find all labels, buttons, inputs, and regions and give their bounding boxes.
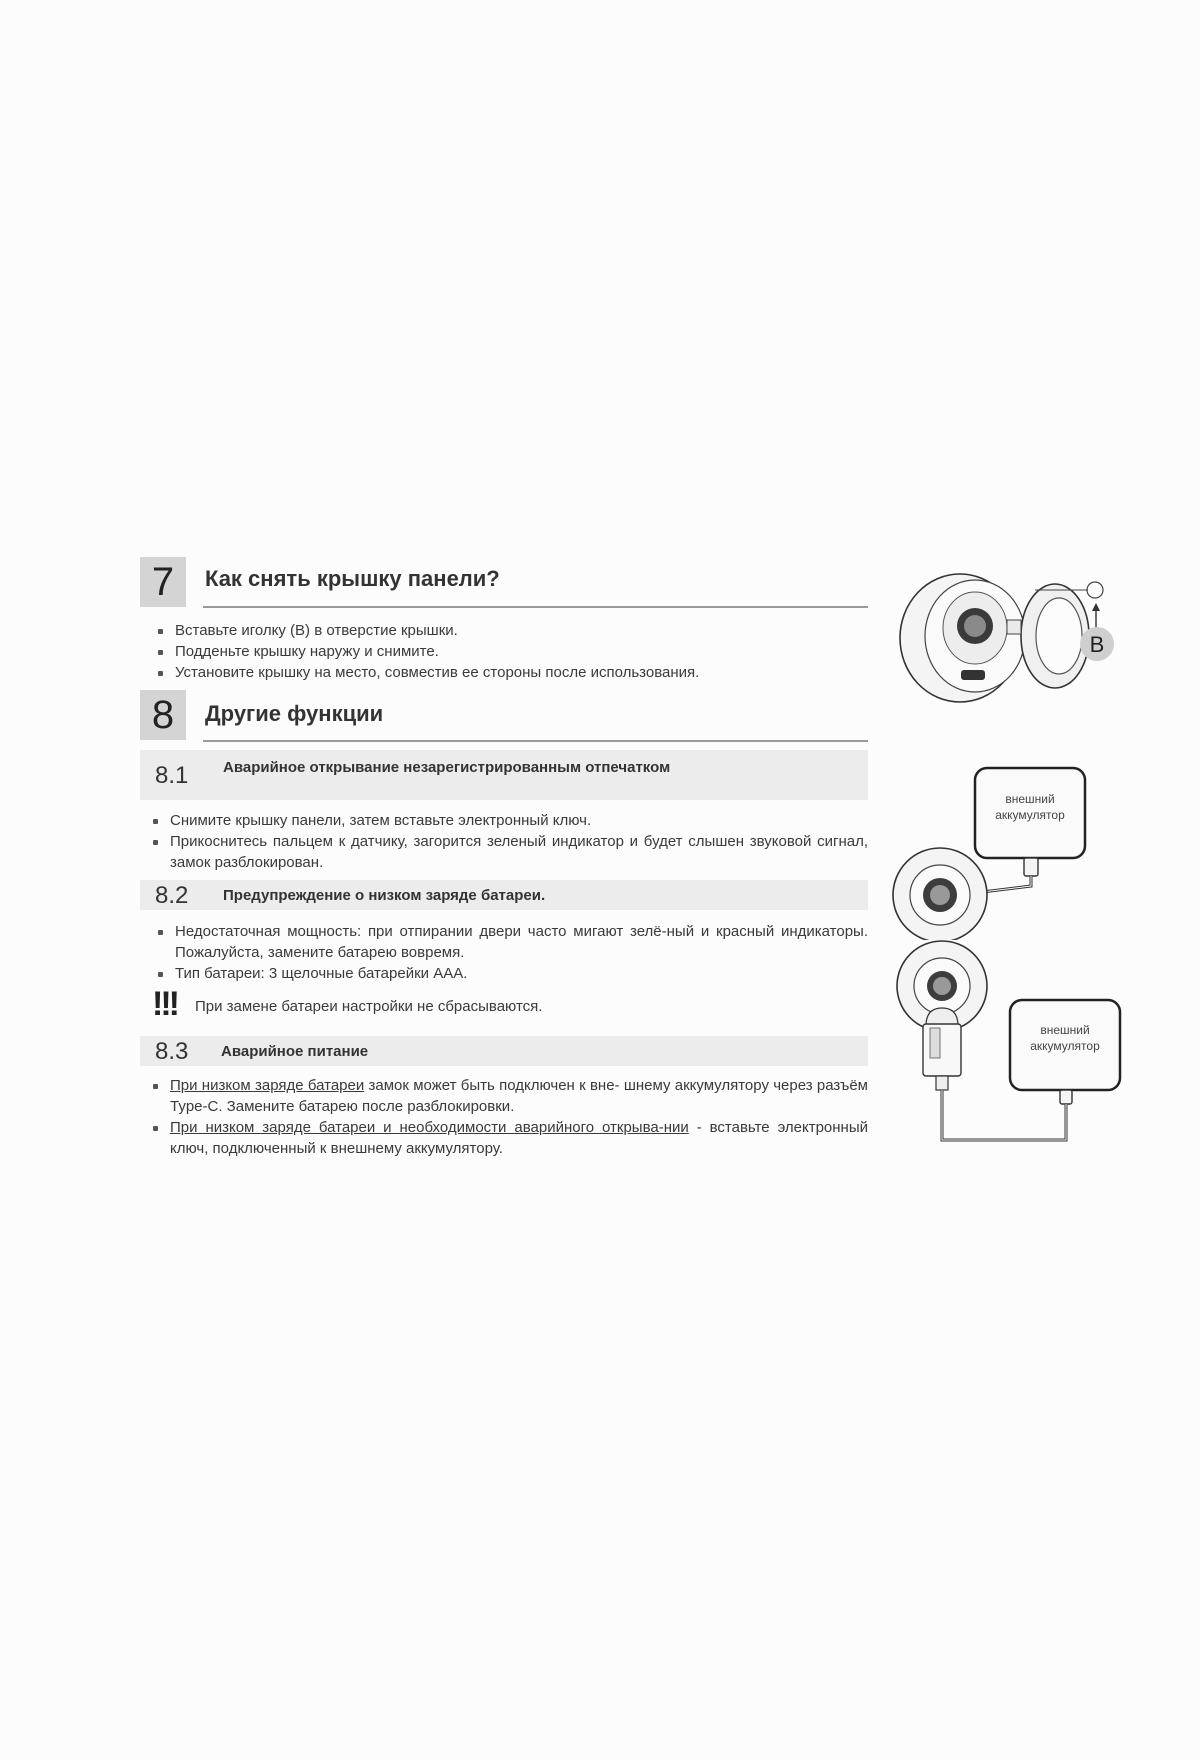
subsection-8-3-list [150, 1075, 868, 1159]
item-text: замок может быть подключен к вне- шнему аккумулятору через разъём Type-C. Замените батарею после разблокировки. [170, 1077, 868, 1115]
item-text: - вставьте электронный ключ, подключенный к внешнему аккумулятору. [170, 1119, 868, 1157]
subsection-8-3-title: Аварийное питание [221, 1043, 369, 1060]
list-item [150, 1117, 868, 1159]
underlined-text: При низком заряде батареи и необходимости аварийного открыва-нии [170, 1119, 689, 1136]
list-item: Тип батареи: 3 щелочные батарейки AAA. [155, 963, 868, 984]
subsection-8-1-number: 8.1 [155, 762, 189, 789]
power-bank-label-1: внешний [1005, 792, 1055, 806]
warning-mark: !!! [152, 985, 177, 1023]
subsection-8-1-list [150, 810, 868, 873]
list-item: Недостаточная мощность: при отпирании двери часто мигают зелё-ный и красный индикаторы. Пожалуйста, замените батарею вовремя. [155, 921, 868, 963]
figure-label-b: B [1089, 632, 1105, 657]
power-bank-figure-1 [890, 760, 1130, 940]
list-item: Прикоснитесь пальцем к датчику, загорится зеленый индикатор и будет слышен звуковой сигнал, замок разблокирован. [150, 831, 868, 873]
list-item: Снимите крышку панели, затем вставьте электронный ключ. [150, 810, 868, 831]
subsection-8-2-title: Предупреждение о низком заряде батареи. [223, 887, 546, 904]
power-bank-label-2: аккумулятор [1030, 1039, 1100, 1053]
section-7-number: 7 [140, 557, 186, 607]
list-item: Вставьте иголку (B) в отверстие крышки. [155, 620, 875, 641]
power-bank-figure-2 [890, 940, 1130, 1150]
underlined-text: При низком заряде батареи [170, 1077, 365, 1094]
section-8-rule [203, 740, 868, 742]
warning-text: При замене батареи настройки не сбрасываются. [195, 998, 543, 1015]
subsection-8-2-list [155, 921, 868, 984]
subsection-8-1-title: Аварийное открывание незарегистрированным отпечатком [223, 759, 671, 776]
section-8-title: Другие функции [205, 701, 384, 726]
panel-cover-figure [885, 570, 1125, 710]
list-item: Установите крышку на место, совместив ее стороны после использования. [155, 662, 875, 683]
section-7-list [155, 620, 875, 683]
power-bank-label-1: внешний [1040, 1023, 1090, 1037]
section-7-rule [203, 606, 868, 608]
section-8-number: 8 [140, 690, 186, 740]
list-item [150, 1075, 868, 1117]
subsection-8-2-number: 8.2 [155, 882, 189, 909]
list-item: Подденьте крышку наружу и снимите. [155, 641, 875, 662]
power-bank-label-2: аккумулятор [995, 808, 1065, 822]
section-7-title: Как снять крышку панели? [205, 566, 500, 591]
subsection-8-3-number: 8.3 [155, 1038, 189, 1065]
